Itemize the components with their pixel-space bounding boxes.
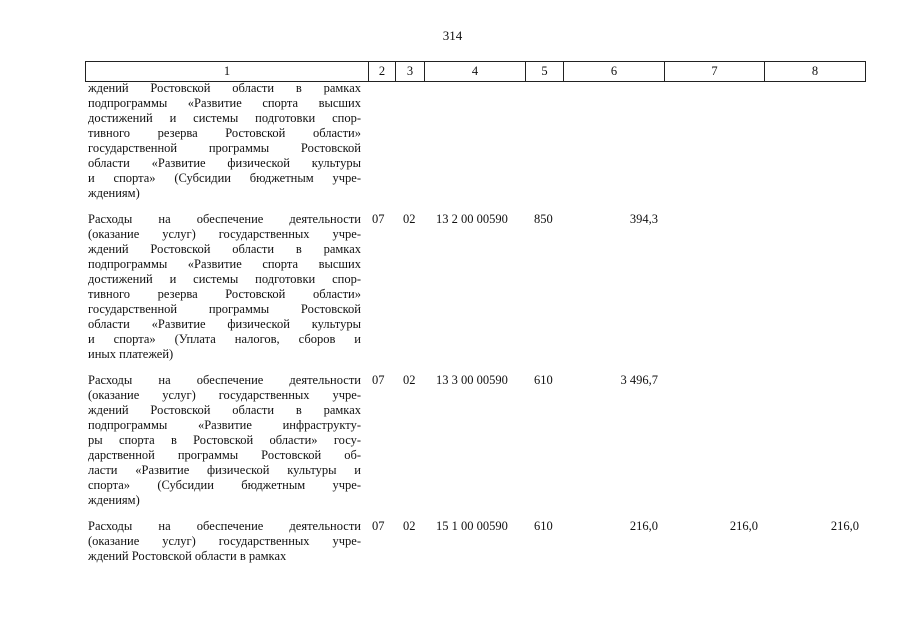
description-line: ждениям) [88, 493, 140, 507]
subsection-code: 02 [403, 373, 416, 387]
description-line: (оказание услуг) государственных учре- [88, 388, 361, 402]
description-line: подпрограммы «Развитие инфраструкту- [88, 418, 361, 432]
description-line: достижений и системы подготовки спор- [88, 272, 361, 286]
amount-col-6: 394,3 [629, 212, 658, 226]
table-row [85, 373, 865, 508]
description-line: государственной программы Ростовской [88, 141, 361, 155]
header-col-7: 7 [665, 62, 765, 82]
description-line: иных платежей) [88, 347, 174, 361]
description-line: области «Развитие физической культуры [88, 156, 361, 170]
page-number: 314 [442, 28, 463, 43]
description-line: Расходы на обеспечение деятельности [88, 519, 361, 533]
section-code: 07 [372, 373, 385, 387]
description-line: спорта» (Субсидии бюджетным учре- [88, 478, 361, 492]
description-line: ждений Ростовской области в рамках [88, 403, 361, 417]
description-line: ждений Ростовской области в рамках [88, 81, 361, 95]
description-line: дарственной программы Ростовской об- [88, 448, 361, 462]
description-line: подпрограммы «Развитие спорта высших [88, 96, 361, 110]
description-line: (оказание услуг) государственных учре- [88, 534, 361, 548]
description-line: тивного резерва Ростовской области» [88, 287, 361, 301]
expense-description [88, 373, 361, 508]
description-line: области «Развитие физической культуры [88, 317, 361, 331]
expense-description [88, 81, 361, 201]
target-article-code: 13 3 00 00590 [436, 373, 508, 387]
header-col-8: 8 [765, 62, 866, 82]
expense-description [88, 212, 361, 362]
description-line: ры спорта в Ростовской области» госу- [88, 433, 361, 447]
description-line: подпрограммы «Развитие спорта высших [88, 257, 361, 271]
expense-type-code: 850 [534, 212, 553, 226]
expense-description [88, 519, 361, 564]
description-line: и спорта» (Уплата налогов, сборов и [88, 332, 361, 346]
description-line: ждений Ростовской области в рамках [88, 549, 287, 563]
table-row [85, 212, 865, 362]
subsection-code: 02 [403, 212, 416, 226]
amount-col-6: 216,0 [629, 519, 658, 533]
expense-type-code: 610 [534, 373, 553, 387]
description-line: ласти «Развитие физической культуры и [88, 463, 361, 477]
description-line: и спорта» (Субсидии бюджетным учре- [88, 171, 361, 185]
table-row [85, 519, 865, 564]
description-line: государственной программы Ростовской [88, 302, 361, 316]
amount-col-8: 216,0 [830, 519, 859, 533]
table-row [85, 81, 865, 201]
description-line: ждениям) [88, 186, 140, 200]
column-number-header [85, 61, 866, 82]
header-col-6: 6 [564, 62, 665, 82]
description-line: достижений и системы подготовки спор- [88, 111, 361, 125]
subsection-code: 02 [403, 519, 416, 533]
header-col-2: 2 [369, 62, 396, 82]
header-col-4: 4 [425, 62, 526, 82]
description-line: ждений Ростовской области в рамках [88, 242, 361, 256]
target-article-code: 15 1 00 00590 [436, 519, 508, 533]
header-col-3: 3 [396, 62, 425, 82]
section-code: 07 [372, 212, 385, 226]
target-article-code: 13 2 00 00590 [436, 212, 508, 226]
description-line: Расходы на обеспечение деятельности [88, 212, 361, 226]
description-line: (оказание услуг) государственных учре- [88, 227, 361, 241]
header-col-5: 5 [526, 62, 564, 82]
section-code: 07 [372, 519, 385, 533]
amount-col-6: 3 496,7 [620, 373, 658, 387]
description-line: Расходы на обеспечение деятельности [88, 373, 361, 387]
amount-col-7: 216,0 [729, 519, 758, 533]
expense-type-code: 610 [534, 519, 553, 533]
header-col-1: 1 [86, 62, 369, 82]
description-line: тивного резерва Ростовской области» [88, 126, 361, 140]
budget-table-body [85, 81, 865, 564]
